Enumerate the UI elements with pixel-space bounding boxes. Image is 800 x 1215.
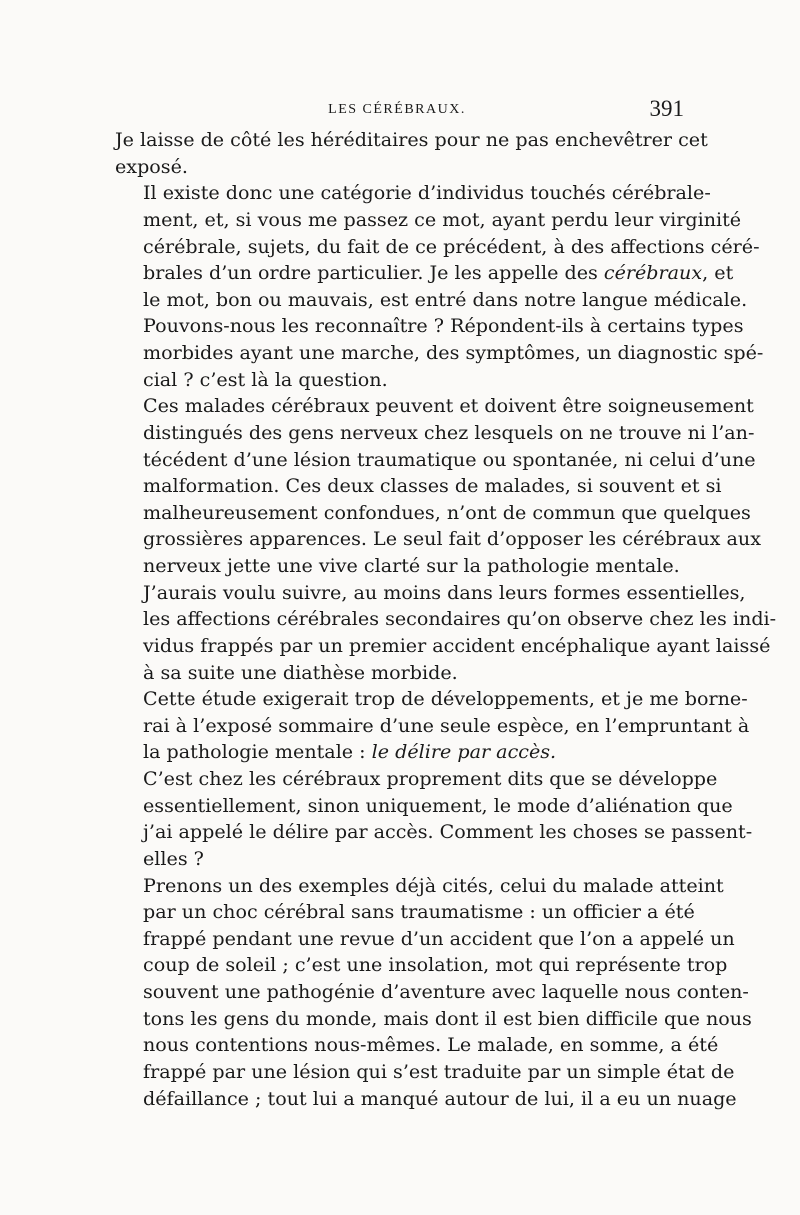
page-number: 391 <box>649 96 684 121</box>
paragraph <box>115 873 752 1113</box>
text-line: exposé. <box>115 154 188 178</box>
paragraph-continuation <box>115 127 708 180</box>
text-line: morbides ayant une marche, des symptômes, un diagnostic spé- <box>143 341 764 364</box>
text-line: malheureusement confondues, n’ont de commun que quelques <box>143 500 751 524</box>
text-line: elles ? <box>143 846 204 870</box>
text-line: coup de soleil ; c’est une insolation, mot qui représente trop <box>143 953 728 977</box>
text-line: vidus frappés par un premier accident encéphalique ayant laissé <box>143 633 771 657</box>
text-line: cial ? c’est là la question. <box>143 367 388 391</box>
text-line: Je laisse de côté les héréditaires pour ne pas enchevêtrer cet <box>115 128 708 151</box>
body-text <box>115 127 777 1112</box>
text-fragment: brales d’un ordre particulier. Je les appelle des <box>143 261 604 285</box>
text-line: Il existe donc une catégorie d’individus touchés cérébrale- <box>143 181 711 205</box>
italic-term: le délire par accès. <box>371 740 557 764</box>
text-line: nerveux jette une vive clarté sur la pathologie mentale. <box>143 554 680 577</box>
text-line: nous contentions nous-mêmes. Le malade, en somme, a été <box>143 1033 719 1057</box>
text-line: j’ai appelé le délire par accès. Comment les choses se passent- <box>143 820 753 844</box>
text-line: Cette étude exigerait trop de développements, et je me borne- <box>143 687 748 711</box>
italic-term: cérébraux <box>603 261 703 285</box>
text-line: J’aurais voulu suivre, au moins dans leurs formes essentielles, <box>143 580 746 604</box>
text-line: les affections cérébrales secondaires qu’on observe chez les indi- <box>143 607 777 631</box>
text-line: par un choc cérébral sans traumatisme : un officier a été <box>143 900 695 924</box>
running-head <box>110 96 684 126</box>
text-line: souvent une pathogénie d’aventure avec laquelle nous conten- <box>143 980 749 1003</box>
text-line: à sa suite une diathèse morbide. <box>143 660 458 684</box>
running-title: LES CÉRÉBRAUX. <box>328 102 466 117</box>
paragraph <box>115 393 761 579</box>
text-line: frappé par une lésion qui s’est traduite par un simple état de <box>143 1059 735 1083</box>
text-line: técédent d’une lésion traumatique ou spontanée, ni celui d’une <box>143 447 756 471</box>
paragraph <box>115 180 760 313</box>
text-fragment: la pathologie mentale : <box>143 740 372 764</box>
text-line: distingués des gens nerveux chez lesquels on ne trouve ni l’an- <box>143 420 755 444</box>
paragraph <box>115 580 777 687</box>
text-line: Ces malades cérébraux peuvent et doivent être soigneusement <box>143 394 754 418</box>
text-line: Prenons un des exemples déjà cités, celui du malade atteint <box>143 873 724 897</box>
text-line: tons les gens du monde, mais dont il est bien difficile que nous <box>143 1006 752 1030</box>
text-line-with-italic <box>115 260 734 287</box>
text-line: frappé pendant une revue d’un accident que l’on a appelé un <box>143 926 735 950</box>
paragraph <box>115 686 750 766</box>
text-line: malformation. Ces deux classes de malades, si souvent et si <box>143 474 722 498</box>
text-line: Pouvons-nous les reconnaître ? Répondent-ils à certains types <box>143 314 744 338</box>
paragraph <box>115 313 764 393</box>
text-line: ment, et, si vous me passez ce mot, ayant perdu leur virginité <box>143 207 742 231</box>
text-line: essentiellement, sinon uniquement, le mode d’aliénation que <box>143 793 733 817</box>
paragraph <box>115 766 753 873</box>
text-line: cérébrale, sujets, du fait de ce précédent, à des affections céré- <box>143 234 760 258</box>
text-line: défaillance ; tout lui a manqué autour de lui, il a eu un nuage <box>143 1086 737 1110</box>
text-line-with-italic <box>115 739 685 766</box>
text-line: le mot, bon ou mauvais, est entré dans notre langue médicale. <box>143 287 748 311</box>
text-line: grossières apparences. Le seul fait d’opposer les cérébraux aux <box>143 527 761 551</box>
text-line: rai à l’exposé sommaire d’une seule espèce, en l’empruntant à <box>143 713 750 737</box>
text-fragment: , et <box>702 261 734 285</box>
text-line: C’est chez les cérébraux proprement dits que se développe <box>143 767 718 790</box>
